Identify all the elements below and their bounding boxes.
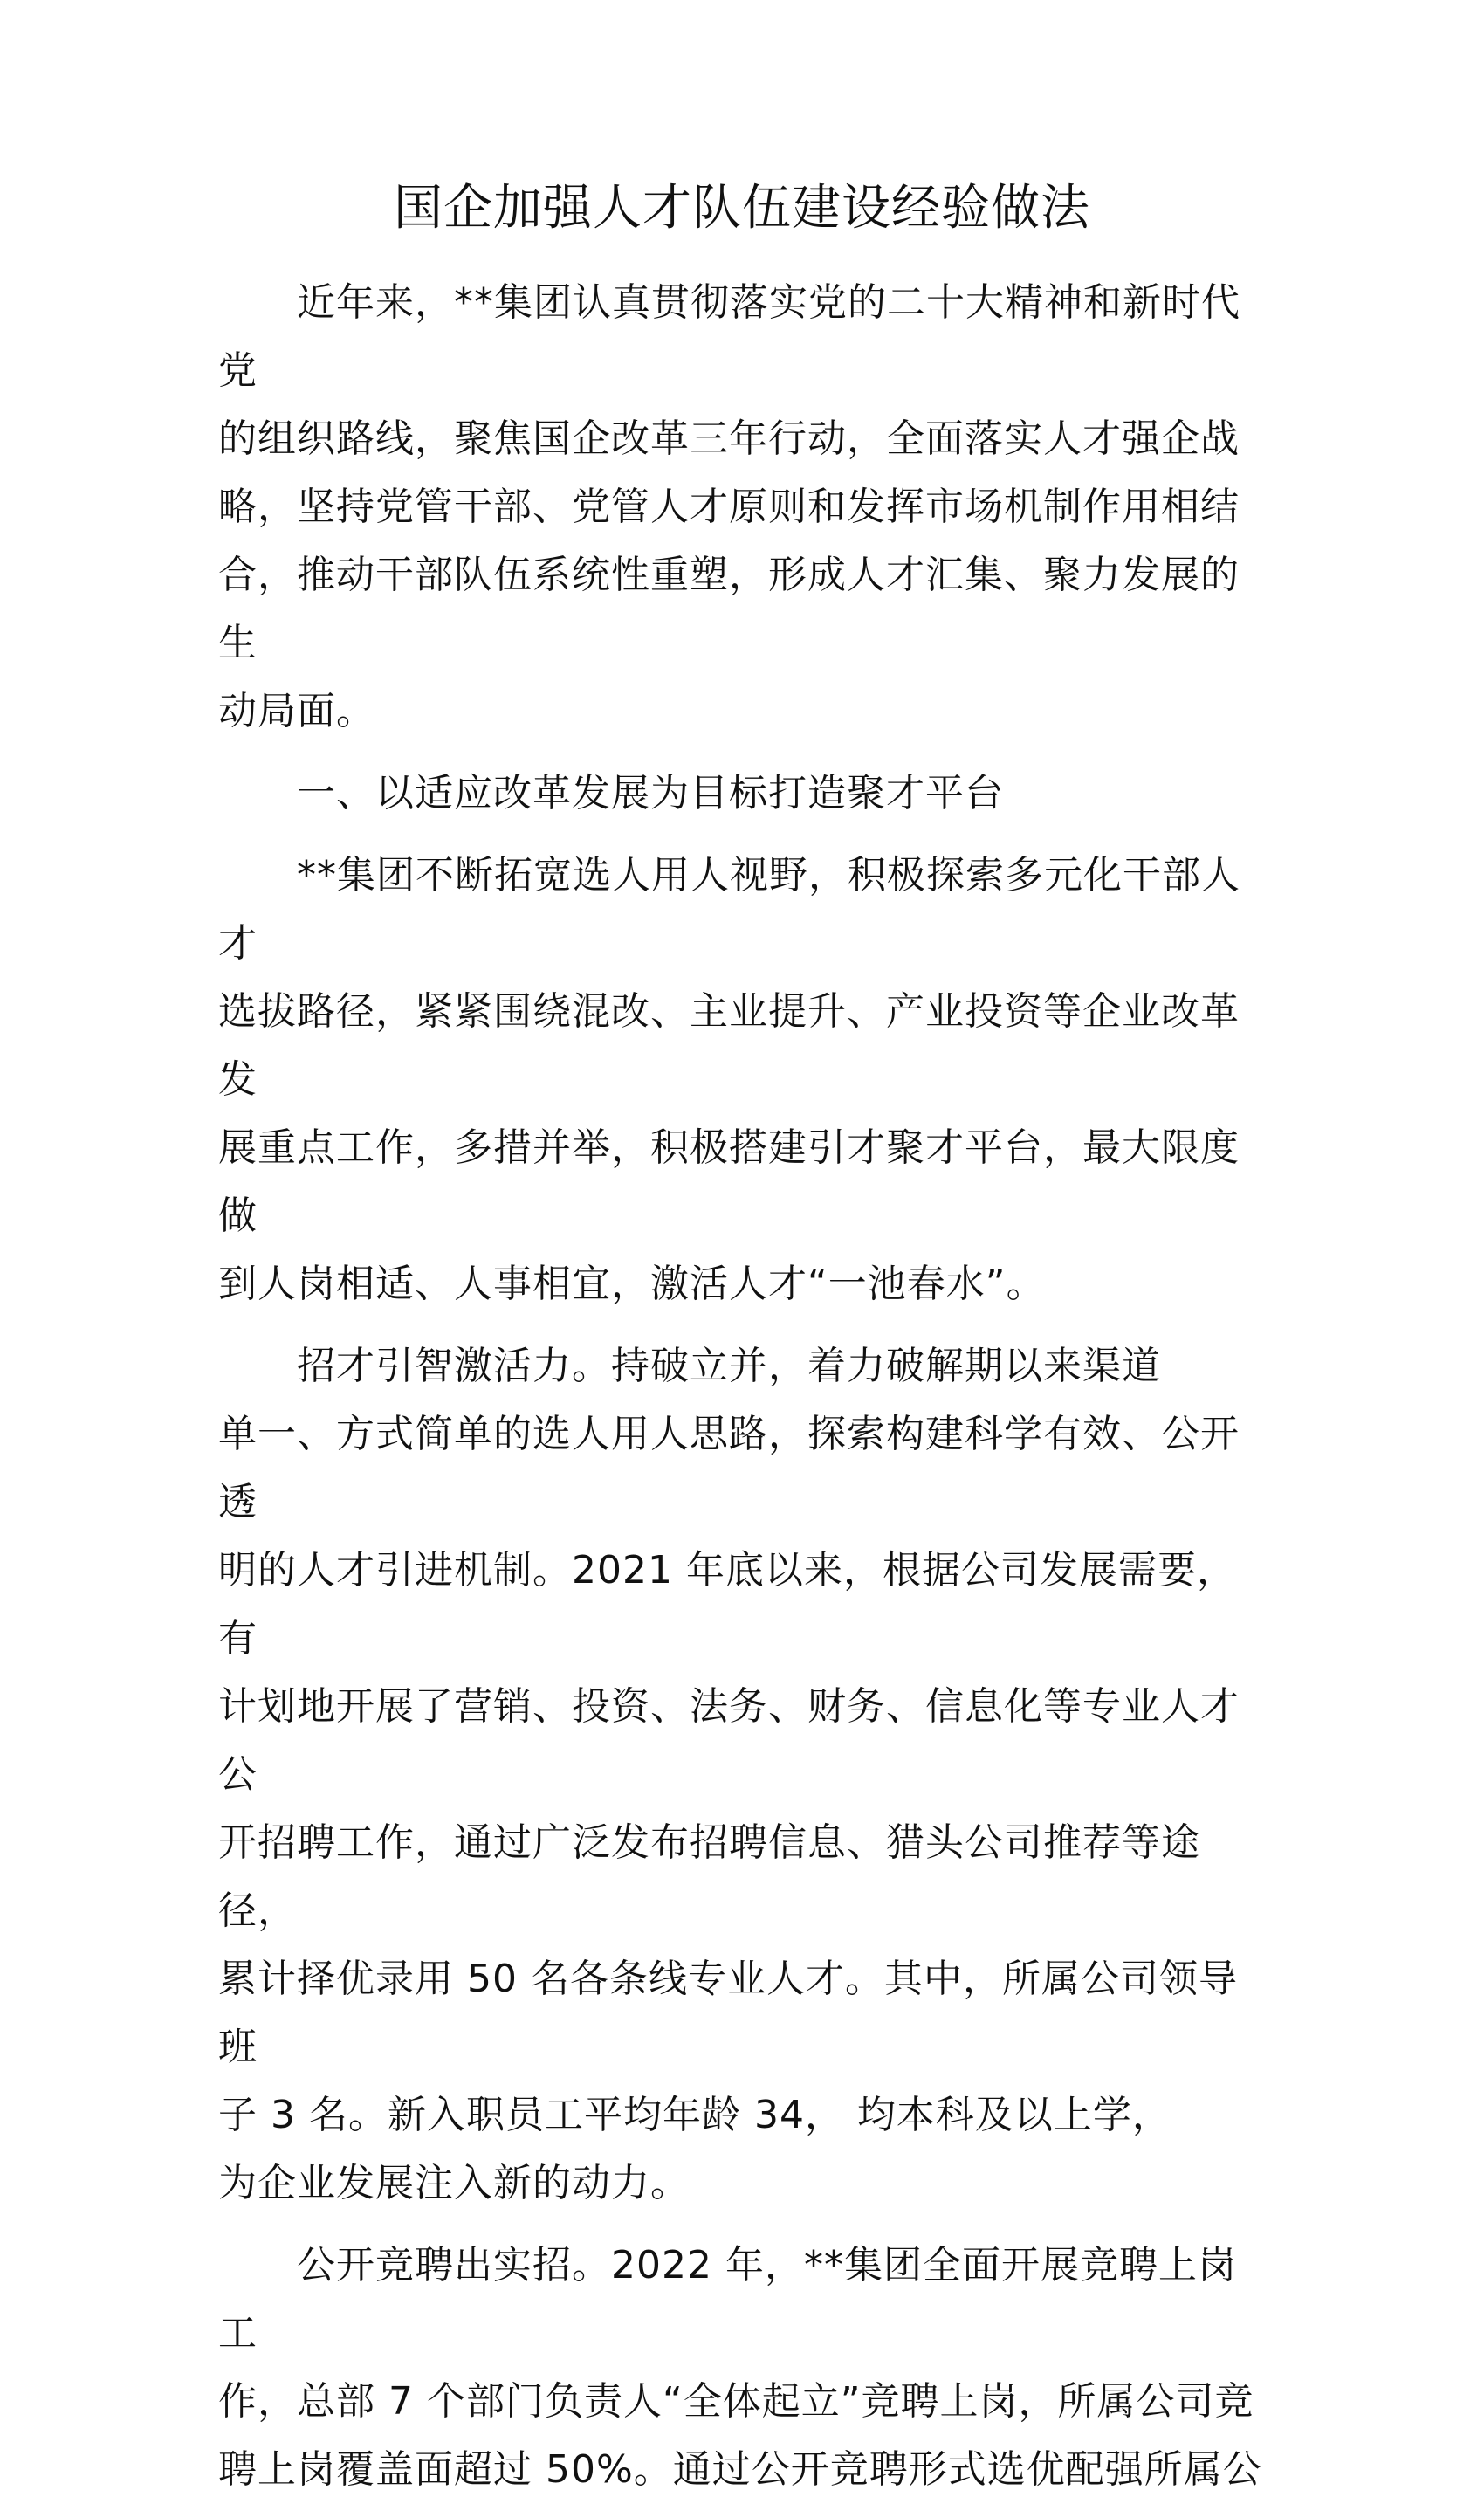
intro-paragraph [218,269,1266,746]
text-line: 开招聘工作，通过广泛发布招聘信息、猎头公司推荐等途径， [218,1820,1200,1933]
text-line: 单一、方式简单的选人用人思路，探索构建科学有效、公开透 [218,1412,1240,1524]
text-line: 的组织路线，聚焦国企改革三年行动，全面落实人才强企战 [218,416,1240,461]
text-line: 作，总部 7 个部门负责人“全体起立”竞聘上岗，所属公司竞 [218,2379,1254,2424]
text-line: 公开竞聘出实招。2022 年，**集团全面开展竞聘上岗工 [218,2243,1237,2356]
text-line: 略，坚持党管干部、党管人才原则和发挥市场机制作用相结 [218,485,1240,529]
text-line: 为企业发展注入新的动力。 [218,2161,690,2205]
section-heading: 一、以适应改革发展为目标打造聚才平台 [297,771,1004,815]
text-line: 选拔路径，紧紧围绕混改、主业提升、产业投资等企业改革发 [218,989,1240,1102]
text-line: 累计择优录用 50 名各条线专业人才。其中，所属公司领导班 [218,1957,1238,2069]
text-line: 近年来，**集团认真贯彻落实党的二十大精神和新时代党 [218,280,1240,393]
text-line: 子 3 名。新入职员工平均年龄 34， 均本科及以上学， [218,2093,1171,2137]
text-line: 到人岗相适、人事相宜，激活人才“一池春水”。 [218,1262,1046,1306]
text-line: 明的人才引进机制。2021 年底以来，根据公司发展需要，有 [218,1548,1236,1661]
document-title: 国企加强人才队伍建设经验做法 [394,180,1090,237]
recruitment-paragraph [218,1332,1266,2218]
document-body [218,269,1266,2504]
text-line: 计划地开展了营销、投资、法务、财务、信息化等专业人才公 [218,1684,1240,1797]
section-paragraph [218,842,1266,1318]
text-line: **集团不断拓宽选人用人视野，积极探索多元化干部人才 [218,853,1240,966]
text-line: 招才引智激活力。持破立并，着力破解期以来渠道 [297,1344,1161,1388]
text-line: 动局面。 [218,689,375,733]
text-line: 展重点工作，多措并举，积极搭建引才聚才平台，最大限度做 [218,1125,1240,1238]
text-line: 合，推动干部队伍系统性重塑，形成人才汇集、聚力发展的生 [218,553,1240,665]
competition-paragraph [218,2232,1266,2504]
text-line: 聘上岗覆盖面超过 50%。通过公开竞聘形式选优配强所属公 [218,2447,1262,2492]
